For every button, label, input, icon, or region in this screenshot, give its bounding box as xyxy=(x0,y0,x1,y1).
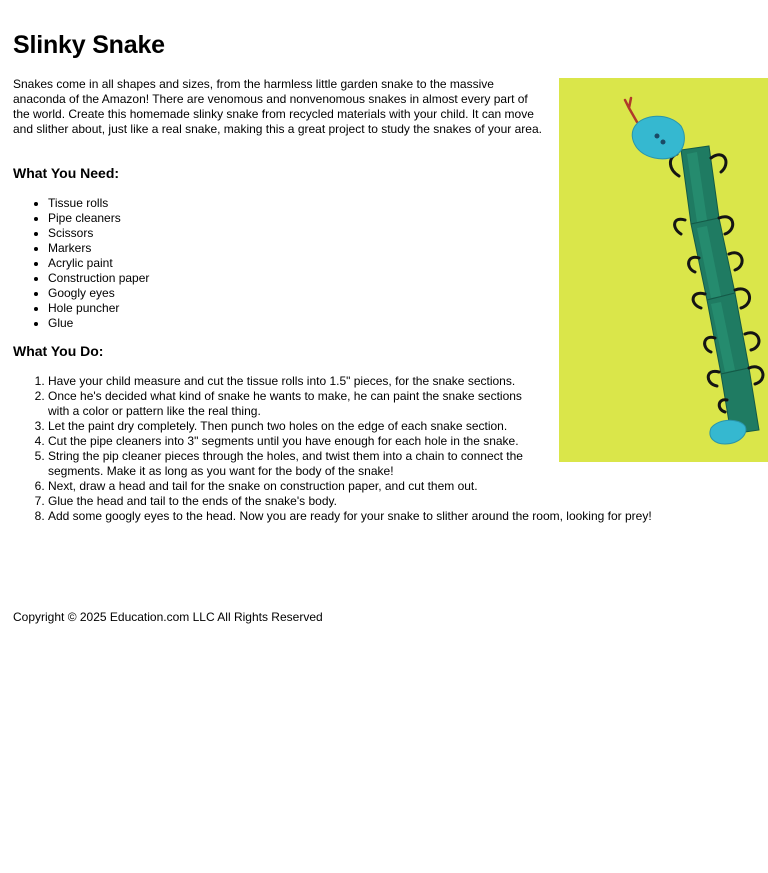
list-item: • Googly eyes xyxy=(48,286,149,301)
step-item: 5. String the pip cleaner pieces through the holes, and twist them into a chain to connect the segments. Make it as long as you want for the body of the snake! xyxy=(48,449,538,479)
step-item: 2. Once he's decided what kind of snake he wants to make, he can paint the snake sections with a color or pattern like the real thing. xyxy=(48,389,538,419)
list-item: • Markers xyxy=(48,241,149,256)
intro-paragraph: Snakes come in all shapes and sizes, from the harmless little garden snake to the massive anaconda of the Amazon! There are venomous and nonvenomous snakes in almost every part of the world. Create this homemade slinky snake from recycled materials with your child. It can move and slither about, just like a real snake, making this a great project to study the snakes of your area. xyxy=(13,77,542,136)
what-you-do-heading: What You Do: xyxy=(13,343,104,359)
what-you-need-heading: What You Need: xyxy=(13,165,120,181)
list-item: • Glue xyxy=(48,316,149,331)
step-item: 8. Add some googly eyes to the head. Now you are ready for your snake to slither around the room, looking for prey! xyxy=(48,509,728,524)
list-item: • Acrylic paint xyxy=(48,256,149,271)
materials-list xyxy=(13,196,149,331)
step-item: 1. Have your child measure and cut the tissue rolls into 1.5" pieces, for the snake sections. xyxy=(48,374,728,389)
copyright-footer: Copyright © 2025 Education.com LLC All Rights Reserved xyxy=(13,610,323,624)
list-item: • Construction paper xyxy=(48,271,149,286)
step-item: 6. Next, draw a head and tail for the snake on construction paper, and cut them out. xyxy=(48,479,728,494)
list-item: • Hole puncher xyxy=(48,301,149,316)
step-item: 7. Glue the head and tail to the ends of the snake's body. xyxy=(48,494,728,509)
snake-craft-photo xyxy=(559,78,768,462)
list-item: • Pipe cleaners xyxy=(48,211,149,226)
step-item: 4. Cut the pipe cleaners into 3" segments until you have enough for each hole in the snake. xyxy=(48,434,728,449)
step-item: 3. Let the paint dry completely. Then punch two holes on the edge of each snake section. xyxy=(48,419,728,434)
list-item: • Scissors xyxy=(48,226,149,241)
page-title: Slinky Snake xyxy=(13,31,165,59)
list-item: • Tissue rolls xyxy=(48,196,149,211)
